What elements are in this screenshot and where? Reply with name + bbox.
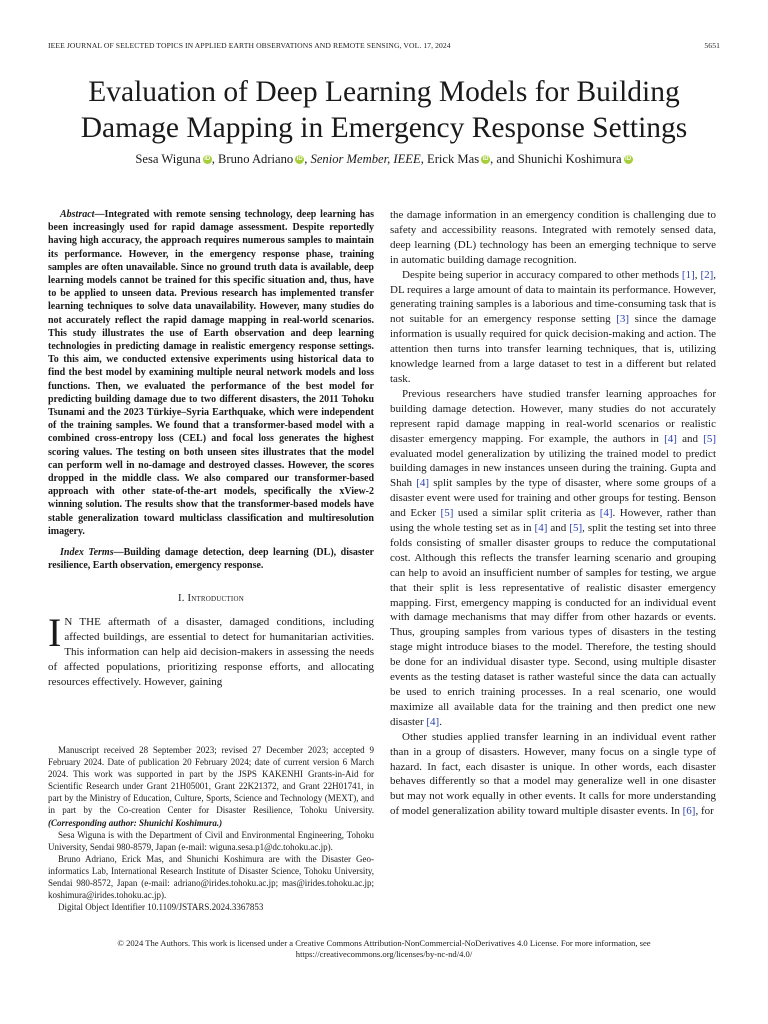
body-paragraph: the damage information in an emergency condition is challenging due to safety and accessibility reasons. Integrated with remotely sensed data, deep learning (DL) technology has been an emerging technique to serve in automatic building damage recognition. [390,209,716,266]
author-list: Sesa Wiguna iD , Bruno Adriano iD , Senior Member, IEEE, Erick Mas iD , and Shunichi Koshimura iD [135,152,632,166]
license-text: © 2024 The Authors. This work is licensed under a Creative Commons Attribution-NonCommercial-NoDerivatives 4.0 License. For more information, see [117,938,651,948]
citation-link[interactable]: [4] [664,432,677,445]
author-conjunction: and [496,152,515,166]
orcid-icon[interactable]: iD [296,156,303,162]
text-run: Previous researchers have studied transfer learning approaches for building damage detection. However, many studies do not accurately represent rapid damage mapping in real-world scenarios or realistic disaster emergency mapping. For example, the authors in [390,387,716,445]
license-url[interactable]: https://creativecommons.org/licenses/by-nc-nd/4.0/ [295,949,473,959]
running-header [48,41,720,53]
author-name: Erick Mas [427,152,480,166]
citation-link[interactable]: [5] [440,507,454,520]
text-run: and [547,522,570,535]
section-title: Introduction [187,593,244,605]
citation-link[interactable]: [6] [682,805,696,818]
license-notice [40,938,728,960]
text-run: used a similar split criteria as [453,507,600,520]
journal-name: IEEE JOURNAL OF SELECTED TOPICS IN APPLIED EARTH OBSERVATIONS AND REMOTE SENSING, VOL. 17, 2024 [48,41,451,50]
paper-title [40,74,728,146]
page-number: 5651 [704,41,720,50]
text-run: , DL requires a large amount of data to maintain its performance. However, generating training samples is a laborious and time-consuming task that is not suitable for an emergency response setting [390,268,717,326]
author-name: Shunichi Koshimura [517,152,622,166]
citation-link[interactable]: [1] [681,268,695,281]
intro-paragraph [48,610,374,690]
intro-text: N THE aftermath of a disaster, damaged conditions, including affected buildings, are essential to detect for humanitarian activities. This information can help aid decision-makers in assessing the needs of affected populations, prioritizing response efforts, and allocating resources effectively. However, gaining [48,616,374,689]
title-line-2: Damage Mapping in Emergency Response Settings [80,112,688,144]
index-terms [48,546,374,572]
section-heading [48,592,374,607]
section-number: I. [178,593,185,605]
right-column [390,208,716,819]
drop-cap: I [48,610,62,656]
manuscript-text: Manuscript received 28 September 2023; revised 27 December 2023; accepted 9 February 2024. Date of publication 20 February 2024; date of current version 6 March 2024. This work was supported in part by the JSPS KAKENHI Grants-in-Aid for Scientific Research under Grant 21H05001, Grant 22K21372, and Grant 22H01741, in part by the Ministry of Education, Culture, Sports, Science and Technology (MEXT), and in part by the Co-creation Center for Disaster Resilience, Tohoku University. [48,745,374,816]
index-terms-label: Index Terms [60,547,114,559]
corresponding-author: (Corresponding author: Shunichi Koshimura.) [48,817,223,828]
orcid-icon[interactable]: iD [625,156,632,162]
text-run: and [676,432,704,445]
body-paragraph [390,730,716,819]
author-name: Bruno Adriano [218,152,294,166]
left-column [48,208,374,690]
citation-link[interactable]: [4] [416,477,430,490]
body-paragraph [390,268,716,387]
author-name: Sesa Wiguna [135,152,201,166]
member-grade: Senior Member, IEEE [310,152,421,166]
orcid-icon[interactable]: iD [482,156,489,162]
text-run: evaluated model generalization by utilizing the trained model to predict building damages in new instances unseen during the training. Gupta and Shah [390,447,716,490]
citation-link[interactable]: [4] [599,507,613,520]
orcid-icon[interactable]: iD [204,156,211,162]
text-run: Other studies applied transfer learning in an individual event rather than in a group of disasters. However, many focus on a single type of hazard. In fact, each disaster is unique. In other words, each disaster behaves differently so that a model may generalize well in one disaster but may not work equally in other events. It calls for more understanding of model generalization ability toward multiple disaster events. In [390,730,716,818]
text-run: , [694,268,701,281]
abstract-label: Abstract [60,209,95,220]
citation-link[interactable]: [2] [700,268,714,281]
abstract-text: —Integrated with remote sensing technology, deep learning has been increasingly used for rapid damage assessment. Despite reportedly having high accuracy, the approach requires numerous samples to maintain its performance. However, in the emergency response phase, training samples are often unavailable. Since no ground truth data is available, deep learning models cannot be trained for this specific situation and, thus, have to be applied to unseen data. Previous research has implemented transfer learning techniques to solve data unavailability. However, many studies do not accurately reflect the rapid damage mapping in real-world scenarios. This study illustrates the use of Earth observation and deep learning technologies in predicting damage in realistic emergency response settings. To this aim, we conducted extensive experiments using historical data to find the best model by examining multiple neural network models and loss functions. Then, we evaluated the performance of the best model for predicting building damage due to two different disasters, the 2011 Tohoku Tsunami and the 2023 Türkiye–Syria Earthquake, which were independent of the training samples. We found that a transformer-based model with a combined cross-entropy loss (CEL) and focal loss generates the highest scoring values. The testing on both unseen sites illustrates that the model can perform well in no-damage and destroyed classes. However, the scores dropped in the middle class. We also compared our transformer-based approach with other state-of-the-art models, specifically the xView-2 winning solution. The results show that the transformer-based models have stable generalization toward multiclass classification and multiresolution imagery. [48,209,374,537]
body-paragraph [390,387,716,730]
text-run: split samples by the type of disaster, where some groups of a disaster event were used for training and other groups for testing. Benson and Ecker [390,477,717,520]
doi-note: Digital Object Identifier 10.1109/JSTARS.2024.3367853 [58,902,264,913]
abstract [48,208,374,538]
text-run: . [439,715,442,728]
index-terms-text: —Building damage detection, deep learning (DL), disaster resilience, Earth observation, emergency response. [48,547,374,572]
affiliation-note: Bruno Adriano, Erick Mas, and Shunichi Koshimura are with the Disaster Geo-informatics Lab, International Research Institute of Disaster Science, Tohoku University, Sendai 980-8572, Japan (e-mail: adriano@irides.tohoku.ac.jp; mas@irides.tohoku.ac.jp; koshimura@irides.tohoku.ac.jp). [48,853,374,901]
text-run: Despite being superior in accuracy compared to other methods [402,268,682,281]
manuscript-note [48,744,374,829]
text-run: , split the testing set into three folds consisting of smaller disaster groups to reduce the computational cost. Although this reflects the transfer learning scenario and grouping can help to avoid an insufficient number of samples for testing, we argue that their split is less representative of realistic disaster emergency mapping. First, emergency mapping is conducted for an individual event with damage mechanisms that may differ from other hazards or events. Thus, grouping samples from various types of disasters in the testing stage might introduce biases to the model. Therefore, the testing should be done for an individual disaster type. Second, using multiple disaster events as the testing dataset is rather wasteful since the data can actually be used to enrich training processes. In a real scenario, one would maximize all available data for the training and then predict one new disaster [390,522,716,728]
title-line-1: Evaluation of Deep Learning Models for Building [88,76,680,108]
citation-link[interactable]: [5] [569,522,583,535]
footnotes [48,744,374,913]
text-run: , for [695,805,714,818]
text-run: since the damage information is usually required for quick decision-making and action. The attention then turns into transfer learning techniques, that is, utilizing knowledge learned from a large dataset to test in a different but related task. [390,313,716,385]
citation-link[interactable]: [3] [616,313,630,326]
affiliation-note: Sesa Wiguna is with the Department of Civil and Environmental Engineering, Tohoku University, Sendai 980-8579, Japan (e-mail: wiguna.sesa.p1@dc.tohoku.ac.jp). [48,829,374,852]
text-run: . However, rather than using the whole testing set as in [390,507,716,535]
citation-link[interactable]: [4] [534,522,548,535]
citation-link[interactable]: [4] [426,715,440,728]
citation-link[interactable]: [5] [703,432,716,445]
